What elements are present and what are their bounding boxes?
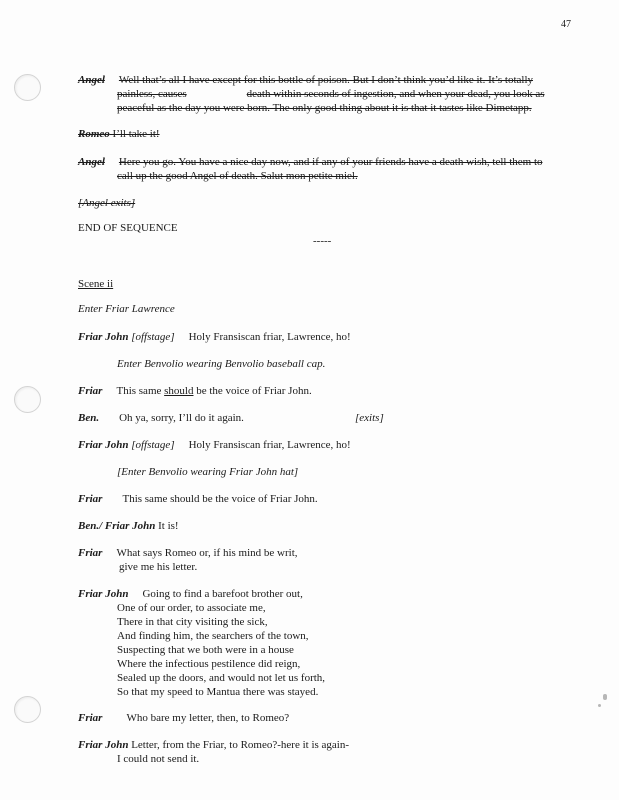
dialogue: Going to find a barefoot brother out, [142,588,303,600]
friar-john-line-4-row-1 [78,738,349,752]
binder-hole-middle [14,386,41,413]
dialogue: This same [116,385,165,397]
friar-john-line-4-row-2: I could not send it. [117,753,200,765]
ben-line-1 [78,411,244,425]
verse-line: Where the infectious pestilence did reign, [117,658,301,670]
dialogue: Holy Fransiscan friar, Lawrence, ho! [188,331,351,343]
divider: ----- [313,235,332,247]
verse-line: One of our order, to associate me, [117,602,266,614]
angel-line-1-row-3: peaceful as the day you were born. The only good thing about it is that it tastes like Dimetapp. [117,102,532,114]
angel-line-1-row-1 [78,73,533,87]
dialogue: Letter, from the Friar, to Romeo?-here it is again- [131,739,350,751]
speaker-friar-john: Friar John [78,439,129,451]
stage-direction-enter-friar: Enter Friar Lawrence [78,303,175,315]
stage-direction-angel-exits: [Angel exits] [78,197,136,209]
dialogue: be the voice of Friar John. [193,385,312,397]
friar-john-line-3-row-1 [78,587,303,601]
friar-line-3-row-1 [78,546,298,560]
dialogue: Well that’s all I have except for this bottle of poison. But I don’t think you’d like it. It’s totally [118,74,534,86]
dialogue: I’ll take it! [112,128,160,140]
friar-line-4 [78,711,289,725]
binder-hole-top [14,74,41,101]
friar-line-1 [78,384,312,398]
dialogue: Oh ya, sorry, I’ll do it again. [119,412,244,424]
speaker-friar-john: Friar John [78,331,129,343]
speaker-friar: Friar [78,712,103,724]
angel-line-2-row-2: call up the good Angel of death. Salut mon petite miel. [117,170,358,182]
verse-line: There in that city visiting the sick, [117,616,268,628]
verse-line: And finding him, the searchers of the town, [117,630,309,642]
verse-line: Suspecting that we both were in a house [117,644,294,656]
friar-line-2 [78,492,318,506]
dialogue: Holy Fransiscan friar, Lawrence, ho! [188,439,351,451]
verse-line: So that my speed to Mantua there was stayed. [117,686,319,698]
speaker-friar-john: Friar John [78,588,129,600]
speaker-friar: Friar [78,547,103,559]
dialogue: painless, causes [117,88,187,100]
end-of-sequence: END OF SEQUENCE [78,222,178,234]
speaker-angel: Angel [78,74,105,86]
page-number: 47 [561,19,571,30]
stage-direction-benvolio-cap: Enter Benvolio wearing Benvolio baseball cap. [117,358,326,370]
dialogue: Here you go. You have a nice day now, and if any of your friends have a death wish, tell them to [118,156,543,168]
speaker-ben-friar-john: Ben./ Friar John [78,520,156,532]
speaker-angel: Angel [78,156,105,168]
dialogue: This same should be the voice of Friar John. [122,493,318,505]
stage-direction-exits: [exits] [355,412,384,424]
scene-heading: Scene ii [78,278,114,290]
speaker-friar-john: Friar John [78,739,129,751]
verse-line: Sealed up the doors, and would not let us forth, [117,672,326,684]
dialogue: death within seconds of ingestion, and when your dead, you look as [246,88,545,100]
angel-line-1-row-2 [117,87,545,101]
romeo-line [78,127,160,141]
angel-line-2-row-1 [78,155,543,169]
binder-hole-bottom [14,696,41,723]
scan-smudge [598,704,601,707]
speaker-friar: Friar [78,493,103,505]
speaker-friar: Friar [78,385,103,397]
dialogue: Who bare my letter, then, to Romeo? [126,712,290,724]
aside: [offstage] [131,331,175,343]
friar-john-line-2 [78,438,351,452]
ben-friar-john-line [78,519,179,533]
friar-john-line-1 [78,330,351,344]
aside: [offstage] [131,439,175,451]
dialogue: What says Romeo or, if his mind be writ, [116,547,298,559]
stage-direction-benvolio-hat: [Enter Benvolio wearing Friar John hat] [117,466,299,478]
speaker-romeo: Romeo [78,128,110,140]
scan-smudge [603,694,607,700]
speaker-ben: Ben. [78,412,100,424]
dialogue-emphasis: should [164,385,194,397]
friar-line-3-row-2: give me his letter. [119,561,198,573]
dialogue: It is! [158,520,179,532]
